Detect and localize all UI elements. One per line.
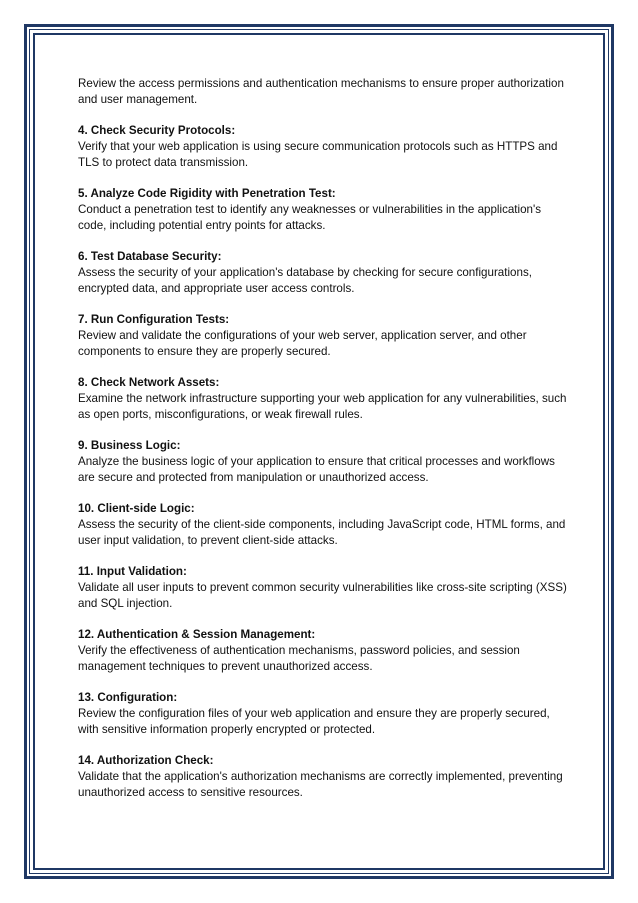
section-heading: 7. Run Configuration Tests:: [78, 313, 230, 327]
document-body: [78, 76, 568, 816]
section-heading: 6. Test Database Security:: [78, 250, 222, 264]
section-heading: 13. Configuration:: [78, 691, 178, 705]
section-heading: 11. Input Validation:: [78, 565, 187, 579]
section-authorization-check: [78, 753, 568, 800]
section-heading: 12. Authentication & Session Management:: [78, 628, 316, 642]
section-body: Validate all user inputs to prevent common security vulnerabilities like cross-site scripting (XSS) and SQL injection.: [78, 580, 567, 610]
section-heading: 14. Authorization Check:: [78, 754, 214, 768]
section-body: Validate that the application's authorization mechanisms are correctly implemented, preventing unauthorized access to sensitive resources.: [78, 769, 563, 799]
section-body: Assess the security of your application's database by checking for secure configurations, encrypted data, and appropriate user access controls.: [78, 265, 532, 295]
section-configuration: [78, 690, 568, 737]
section-heading: 5. Analyze Code Rigidity with Penetration Test:: [78, 187, 336, 201]
section-heading: 8. Check Network Assets:: [78, 376, 220, 390]
section-database-security: [78, 249, 568, 296]
section-penetration-test: [78, 186, 568, 233]
section-body: Review and validate the configurations of your web server, application server, and other components to ensure they are properly secured.: [78, 328, 527, 358]
section-configuration-tests: [78, 312, 568, 359]
section-body: Conduct a penetration test to identify any weaknesses or vulnerabilities in the application's code, including potential entry points for attacks.: [78, 202, 542, 232]
section-body: Examine the network infrastructure supporting your web application for any vulnerabilities, such as open ports, misconfigurations, or weak firewall rules.: [78, 391, 567, 421]
section-authentication-session: [78, 627, 568, 674]
section-check-security-protocols: [78, 123, 568, 170]
section-client-side-logic: [78, 501, 568, 548]
section-business-logic: [78, 438, 568, 485]
section-heading: 4. Check Security Protocols:: [78, 124, 236, 138]
section-network-assets: [78, 375, 568, 422]
section-body: Verify the effectiveness of authentication mechanisms, password policies, and session management techniques to prevent unauthorized access.: [78, 643, 520, 673]
section-heading: 9. Business Logic:: [78, 439, 181, 453]
section-body: Review the configuration files of your web application and ensure they are properly secured, with sensitive information properly encrypted or protected.: [78, 706, 550, 736]
section-body: Verify that your web application is using secure communication protocols such as HTTPS and TLS to protect data transmission.: [78, 139, 558, 169]
intro-paragraph: Review the access permissions and authentication mechanisms to ensure proper authorization and user management.: [78, 77, 564, 106]
section-body: Analyze the business logic of your application to ensure that critical processes and workflows are secure and protected from manipulation or unauthorized access.: [78, 454, 555, 484]
section-heading: 10. Client-side Logic:: [78, 502, 195, 516]
section-body: Assess the security of the client-side components, including JavaScript code, HTML forms, and user input validation, to prevent client-side attacks.: [78, 517, 566, 547]
section-input-validation: [78, 564, 568, 611]
